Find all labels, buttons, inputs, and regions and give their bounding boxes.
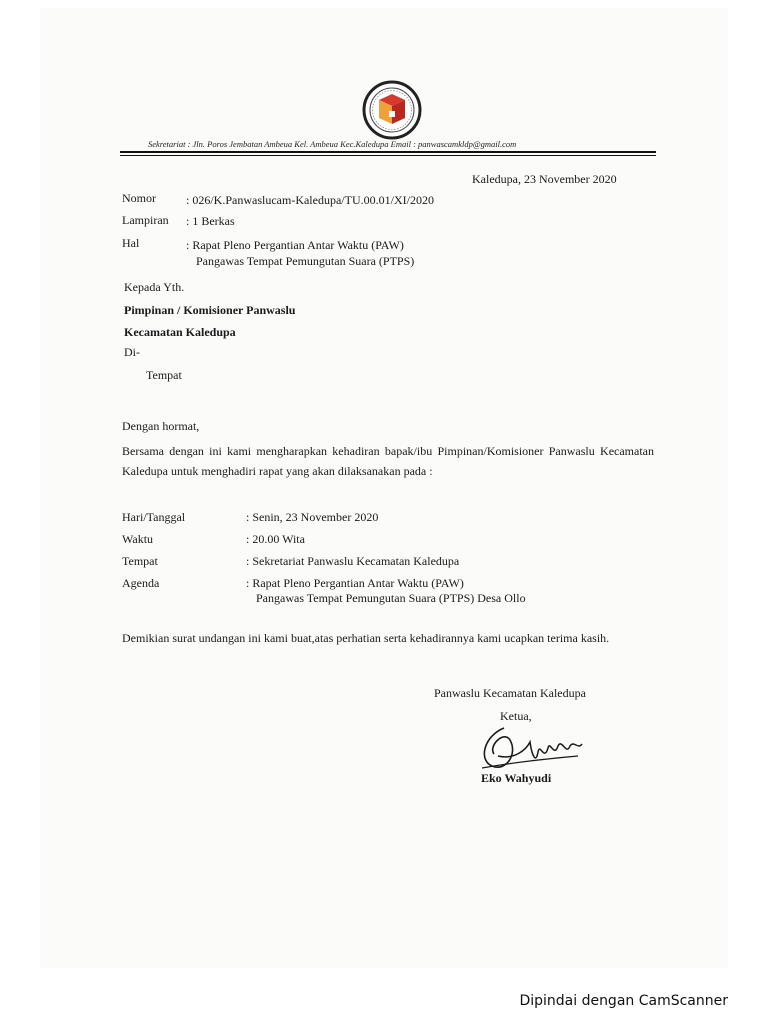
detail-value-time: : 20.00 Wita [246, 532, 305, 546]
detail-label-agenda: Agenda [122, 576, 160, 590]
closing-paragraph: Demikian surat undangan ini kami buat,atas perhatian serta kehadirannya kami ucapkan terima kasih. [122, 631, 610, 645]
field-value-lampiran: : 1 Berkas [186, 214, 235, 228]
recipient-line-2: Kecamatan Kaledupa [124, 325, 236, 339]
recipient-line-1: Pimpinan / Komisioner Panwaslu [124, 303, 296, 317]
field-label-lampiran: Lampiran [122, 213, 169, 227]
election-supervisory-agency-emblem [362, 80, 422, 140]
letterhead-address: Sekretariat : Jln. Poros Jembatan Ambeua Kel. Ambeua Kec.Kaledupa Email : panwascamkldp@gmail.com [148, 139, 517, 149]
field-label-hal: Hal [122, 236, 140, 250]
detail-value-place: : Sekretariat Panwaslu Kecamatan Kaledupa [246, 554, 460, 568]
detail-label-date: Hari/Tanggal [122, 510, 186, 524]
signature-name: Eko Wahyudi [481, 771, 552, 785]
field-label-nomor: Nomor [122, 191, 156, 205]
detail-label-place: Tempat [122, 554, 158, 568]
recipient-greeting: Kepada Yth. [124, 280, 185, 294]
field-value-hal-line2: Pangawas Tempat Pemungutan Suara (PTPS) [196, 254, 415, 268]
field-value-nomor: : 026/K.Panwaslucam-Kaledupa/TU.00.01/XI/2020 [186, 193, 434, 207]
signature-role: Ketua, [500, 709, 532, 723]
signature-org: Panwaslu Kecamatan Kaledupa [434, 686, 586, 700]
recipient-line-3: Di- [124, 345, 140, 359]
letterhead-rule [120, 151, 656, 153]
scanner-watermark: Dipindai dengan CamScanner [519, 993, 728, 1009]
recipient-line-4: Tempat [146, 368, 182, 382]
letterhead-rule-thin [120, 155, 656, 156]
detail-value-agenda: : Rapat Pleno Pergantian Antar Waktu (PAW) [246, 576, 464, 590]
salutation: Dengan hormat, [122, 419, 200, 433]
letter-date: Kaledupa, 23 November 2020 [472, 172, 617, 186]
field-value-hal: : Rapat Pleno Pergantian Antar Waktu (PAW) [186, 238, 404, 252]
detail-value-date: : Senin, 23 November 2020 [246, 510, 379, 524]
intro-paragraph: Bersama dengan ini kami mengharapkan kehadiran bapak/ibu Pimpinan/Komisioner Panwaslu Kecamatan Kaledupa untuk menghadiri rapat yang akan dilaksanakan pada : [122, 444, 654, 478]
detail-label-time: Waktu [122, 532, 154, 546]
detail-value-agenda-line2: Pangawas Tempat Pemungutan Suara (PTPS) Desa Ollo [256, 591, 526, 605]
